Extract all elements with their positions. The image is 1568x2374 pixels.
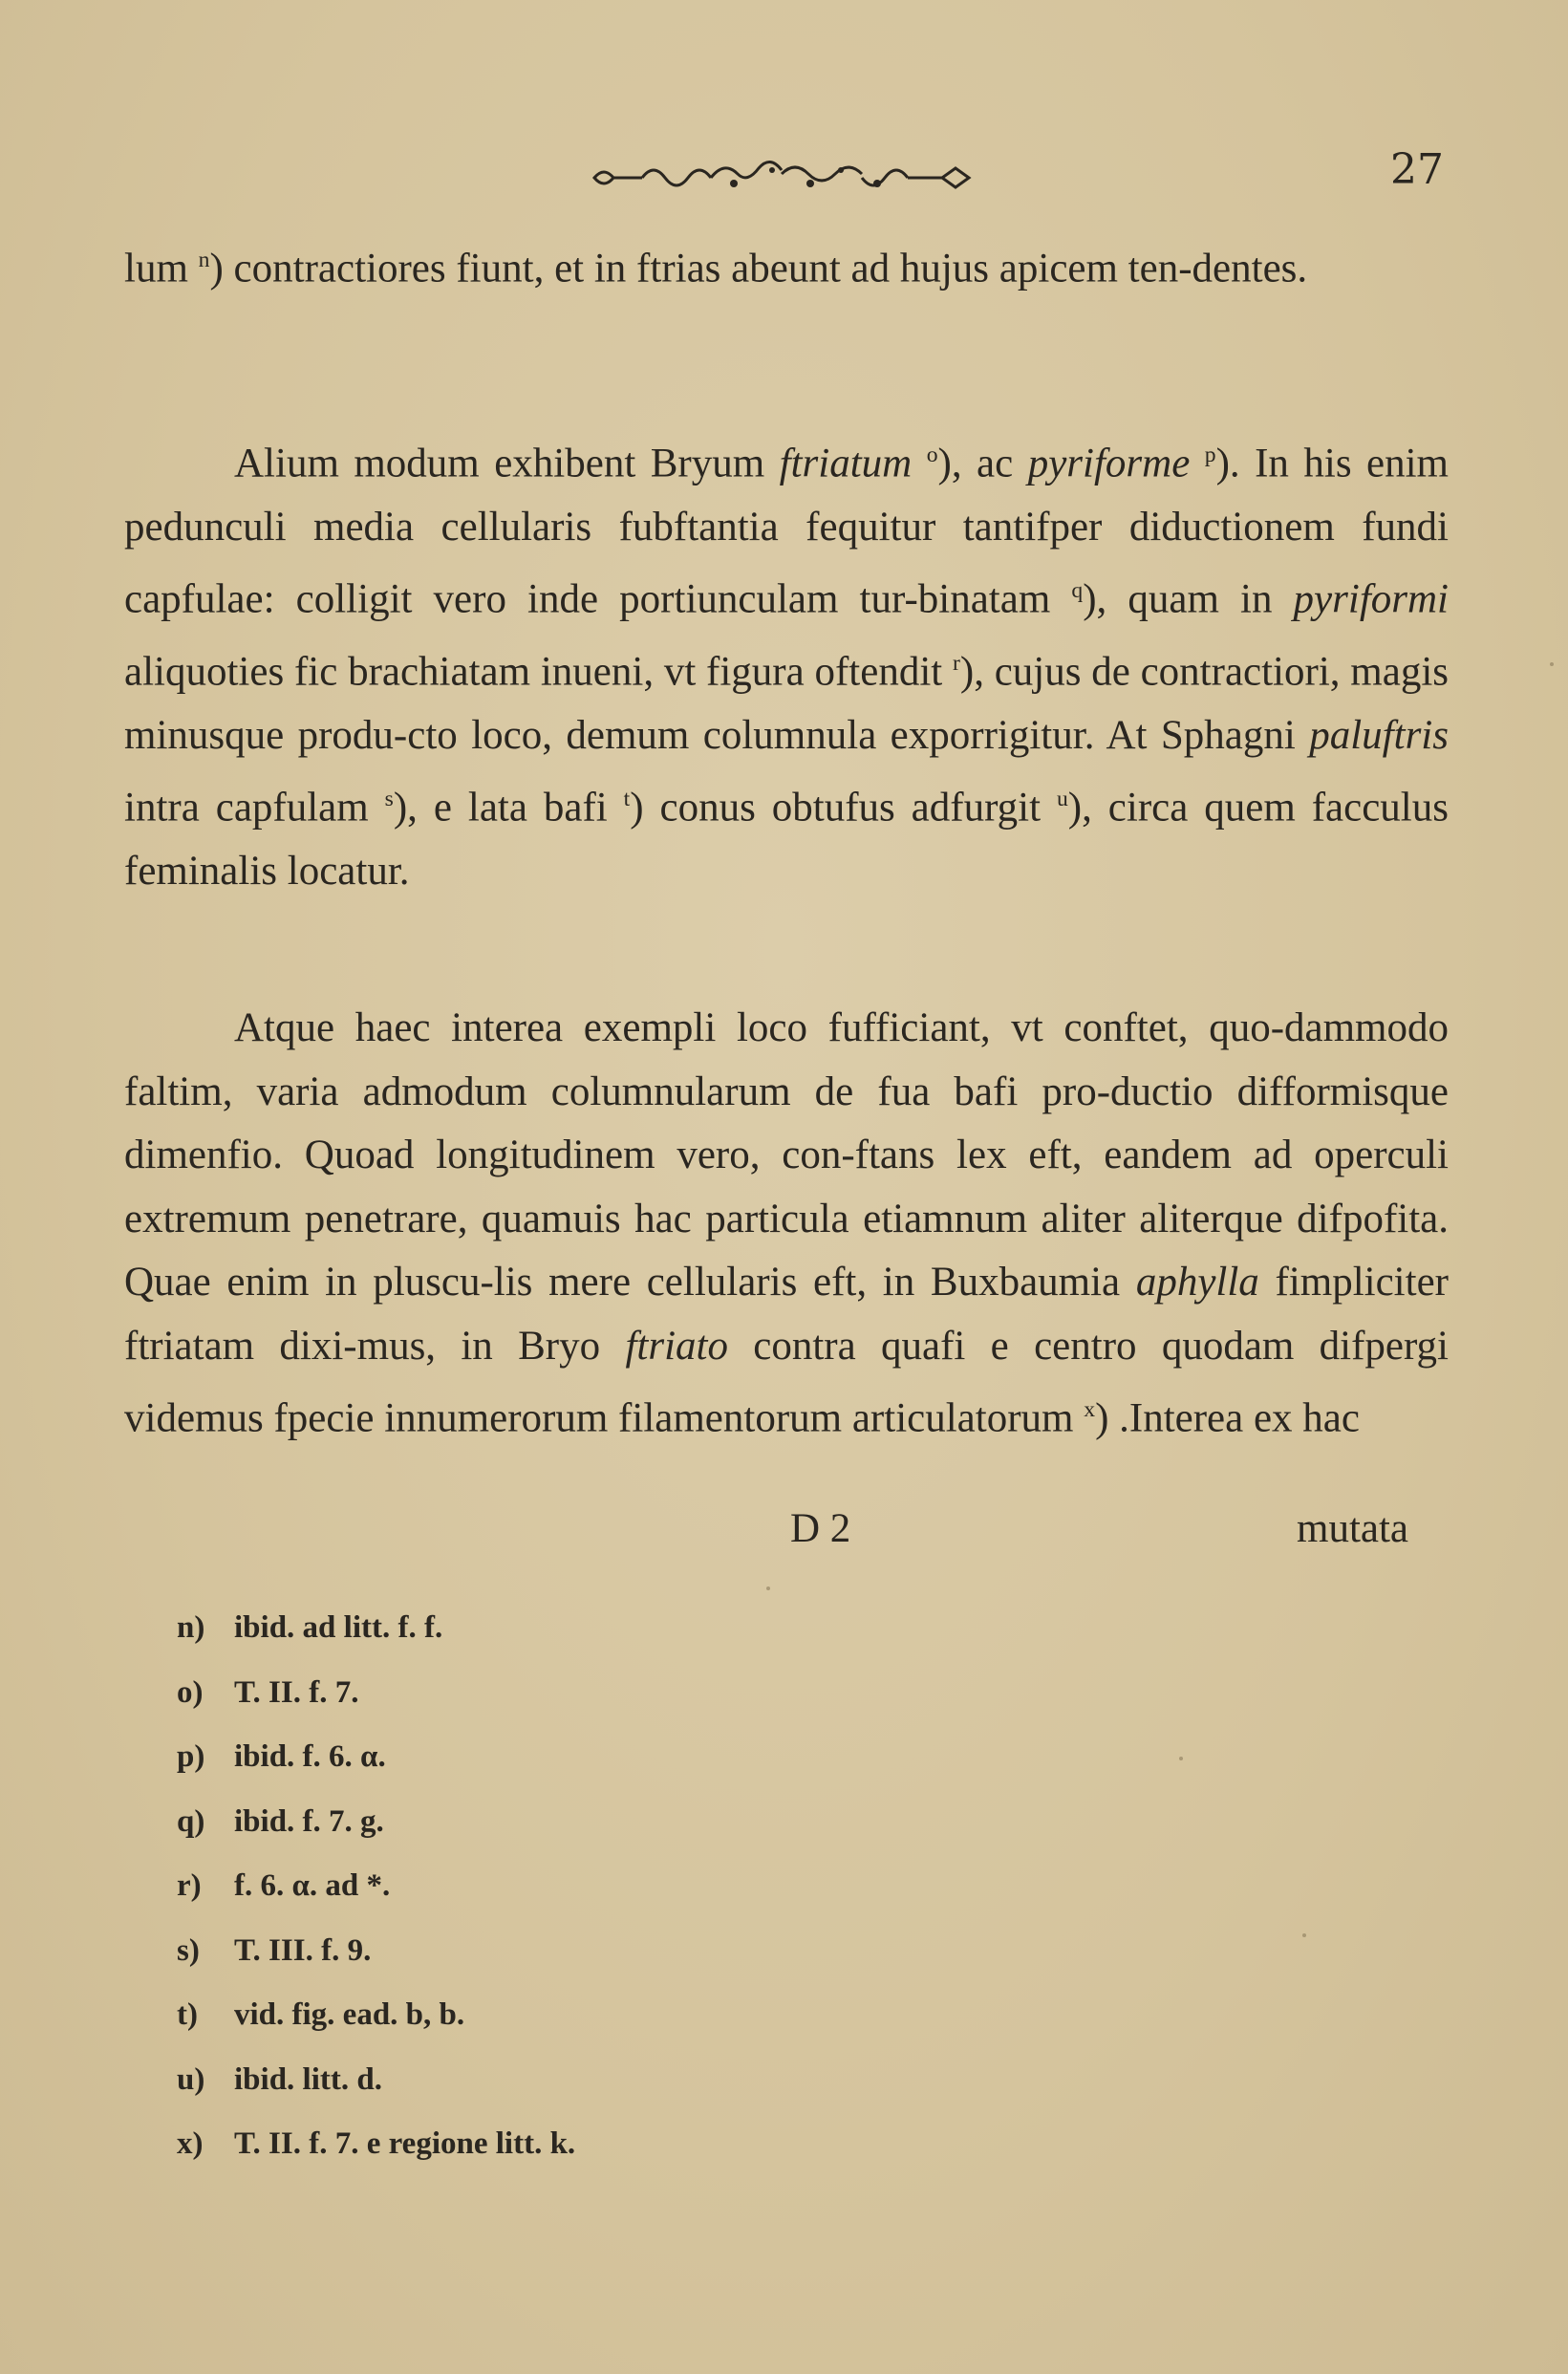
footnote-text: vid. fig. ead. b, b.	[234, 1997, 465, 2032]
footnote-text: T. III. f. 9.	[234, 1932, 372, 1968]
footnote-marker: x	[1084, 1397, 1096, 1422]
text-run: intra capfulam	[124, 785, 385, 831]
text-run: fimpliciter ftriatam dixi-mus, in Bryo	[124, 1260, 1449, 1369]
footnote-label: x)	[177, 2126, 204, 2161]
footnotes	[177, 1608, 575, 2190]
italic-term: aphylla	[1135, 1260, 1259, 1305]
text-run: Alium modum exhibent Bryum	[234, 441, 780, 486]
footnote-label: o)	[177, 1674, 204, 1710]
italic-term: ftriatum	[779, 441, 913, 486]
footnote	[177, 1737, 575, 1802]
footnote-text: T. II. f. 7. e regione litt. k.	[234, 2126, 576, 2161]
text-run: ), circa quem facculus feminalis locatur.	[124, 785, 1449, 895]
text-run: ), e lata bafi	[393, 785, 624, 831]
page-number: 27	[1390, 145, 1444, 194]
text-run	[912, 441, 926, 486]
text-run: ) .Interea ex hac	[1095, 1395, 1360, 1441]
footnote-text: ibid. f. 6. α.	[234, 1739, 386, 1774]
footnote-label: s)	[177, 1932, 200, 1968]
paragraph-2	[124, 423, 1449, 904]
footnote	[177, 1867, 575, 1932]
footnote-marker: t	[623, 787, 631, 812]
footnote-text: T. II. f. 7.	[234, 1674, 359, 1710]
italic-term: ftriato	[625, 1323, 728, 1369]
footnote-label: r)	[177, 1868, 202, 1903]
footnote	[177, 1673, 575, 1738]
footnote	[177, 2125, 575, 2190]
paragraph-1	[124, 228, 1449, 301]
text-run: ), cujus de contractiori, magis minusque produ-cto loco, demum columnula exporrigitur. At Sphagni	[124, 649, 1449, 758]
footnote-label: t)	[177, 1997, 198, 2032]
signature-mark: D 2	[790, 1506, 851, 1551]
footnote-marker: p	[1204, 442, 1216, 467]
footnote	[177, 2061, 575, 2126]
footnote-text: ibid. litt. d.	[234, 2061, 382, 2097]
italic-term: paluftris	[1309, 712, 1449, 758]
paper-speck	[766, 1586, 770, 1590]
footnote-text: ibid. f. 7. g.	[234, 1803, 384, 1839]
text-run: ) conus obtufus adfurgit	[630, 785, 1057, 831]
text-run: ), ac	[937, 441, 1028, 486]
footnote-label: p)	[177, 1739, 205, 1774]
footnote	[177, 1932, 575, 1996]
footnote-text: f. 6. α. ad *.	[234, 1868, 391, 1903]
footnote-marker: r	[953, 651, 960, 677]
footnote	[177, 1996, 575, 2061]
text-run: lum	[124, 246, 199, 291]
footnote-marker: s	[384, 787, 394, 812]
text-run: ). In his enim pedunculi media cellularis fubftantia fequitur tantifper diductionem fundi capfulae: colligit vero inde portiunculam tur-binatam	[124, 441, 1450, 622]
text-run: ) contractiores fiunt, et in ftrias abeunt ad hujus apicem ten-dentes.	[209, 246, 1308, 291]
header-ornament	[591, 155, 980, 201]
text-run: ), quam in	[1083, 576, 1294, 622]
footnote-label: n)	[177, 1610, 205, 1645]
paper-speck	[1550, 662, 1554, 666]
text-run	[1190, 441, 1204, 486]
footnote-text: ibid. ad litt. f. f.	[234, 1610, 443, 1645]
footnote	[177, 1802, 575, 1867]
footnote-marker: q	[1071, 578, 1084, 604]
italic-term: pyriforme	[1027, 441, 1191, 486]
footnote	[177, 1608, 575, 1673]
text-run: Atque haec interea exempli loco fufficiant, vt conftet, quo-dammodo faltim, varia admodum columnularum de fua bafi pro-ductio difformisque dimenfio. Quoad longitudinem vero, con-ftans lex eft, eandem ad operculi extremum penetrare, quamuis hac particula etiamnum aliter aliterque difpofita. Quae enim in pluscu-lis mere cellularis eft, in Buxbaumia	[124, 1005, 1449, 1305]
footnote-marker: u	[1056, 787, 1068, 812]
text-run: contra quafi e centro quodam difpergi videmus fpecie innumerorum filamentorum articulatorum	[124, 1323, 1450, 1441]
footnote-marker: n	[198, 248, 210, 272]
footnote-label: u)	[177, 2061, 205, 2097]
text-run: aliquoties fic brachiatam inueni, vt figura oftendit	[124, 649, 953, 695]
catchword: mutata	[1297, 1506, 1409, 1551]
footnote-marker: o	[926, 442, 938, 467]
paragraph-3	[124, 997, 1449, 1451]
paper-speck	[1179, 1757, 1183, 1760]
italic-term: pyriformi	[1293, 576, 1449, 622]
paper-speck	[1302, 1933, 1306, 1937]
footnote-label: q)	[177, 1803, 205, 1839]
